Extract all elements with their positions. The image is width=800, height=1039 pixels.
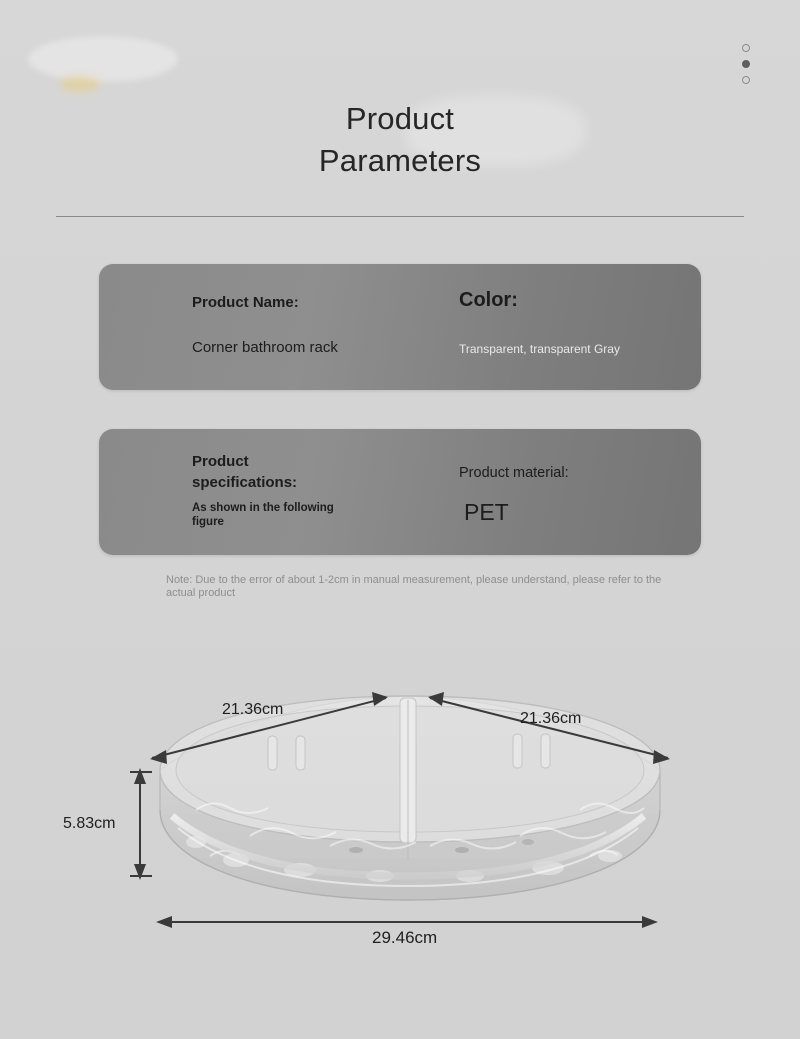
- watermark-highlight-icon: [60, 76, 100, 92]
- parameter-card-name-color: [99, 264, 701, 390]
- carousel-dots[interactable]: [742, 44, 750, 84]
- product-material-label: Product material:: [459, 465, 569, 481]
- product-specifications-value: As shown in the following figure: [192, 502, 334, 528]
- parameter-card-spec-material: [99, 429, 701, 555]
- parameter-card-2-left-column: [192, 429, 462, 555]
- product-name-value: Corner bathroom rack: [192, 339, 338, 356]
- carousel-dot-2[interactable]: [742, 60, 750, 68]
- watermark-blob-icon: [28, 36, 178, 82]
- parameter-card-2-right-column: [459, 429, 694, 555]
- dimension-label-left-top: 21.36cm: [222, 701, 284, 718]
- product-dimension-diagram: [0, 660, 800, 990]
- dimension-label-height: 5.83cm: [63, 815, 116, 832]
- parameter-card-1-right-column: [459, 264, 694, 390]
- dimension-label-width: 29.46cm: [372, 928, 438, 947]
- color-label: Color:: [459, 289, 518, 311]
- carousel-dot-1[interactable]: [742, 44, 750, 52]
- measurement-note: Note: Due to the error of about 1-2cm in manual measurement, please understand, please refer to the actual product: [166, 574, 662, 599]
- page-title-line1: Product: [345, 101, 455, 136]
- carousel-dot-3[interactable]: [742, 76, 750, 84]
- page-title: [0, 98, 800, 182]
- color-value: Transparent, transparent Gray: [459, 342, 620, 356]
- dimension-label-right-top: 21.36cm: [520, 710, 582, 727]
- product-name-label: Product Name:: [192, 294, 299, 311]
- page-title-line2: Parameters: [318, 143, 482, 178]
- parameter-card-1-left-column: [192, 264, 462, 390]
- product-specifications-label: Product specifications:: [192, 453, 298, 491]
- product-material-value: PET: [464, 499, 509, 525]
- title-divider: [56, 216, 744, 217]
